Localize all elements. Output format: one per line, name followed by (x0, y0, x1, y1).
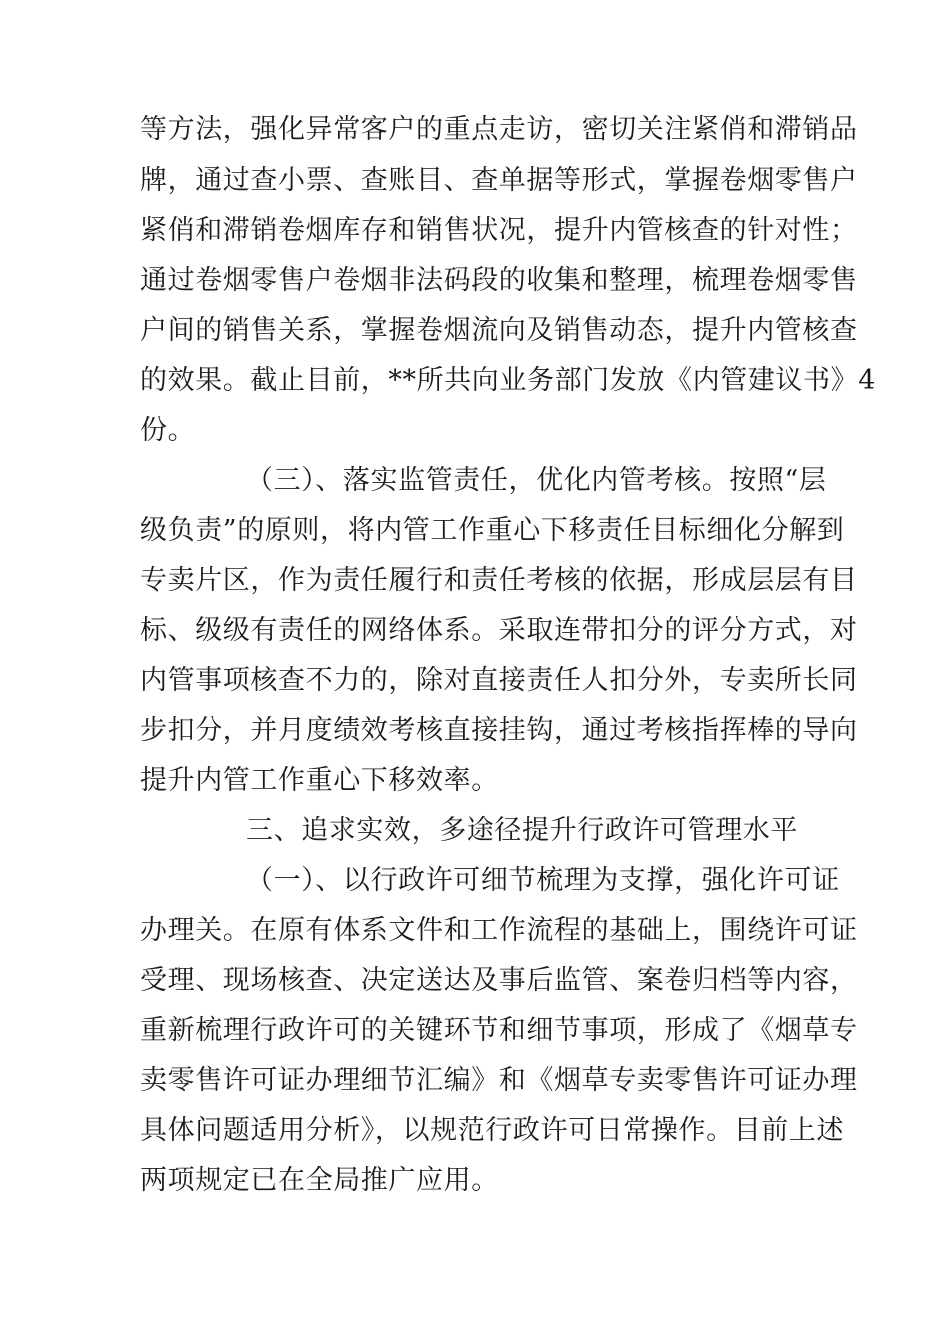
text-line: 具体问题适用分析》，以规范行政许可日常操作。目前上述 (140, 1115, 845, 1146)
section-heading: 三、追求实效，多途径提升行政许可管理水平 (246, 815, 798, 846)
text-line: 卖零售许可证办理细节汇编》和《烟草专卖零售许可证办理 (140, 1065, 858, 1096)
text-line: 专卖片区，作为责任履行和责任考核的依据，形成层层有目 (140, 565, 858, 596)
text-line: 级负责”的原则，将内管工作重心下移责任目标细化分解到 (140, 515, 845, 546)
text-line: 两项规定已在全局推广应用。 (140, 1165, 499, 1196)
text-line: 的效果。截止目前，**所共向业务部门发放《内管建议书》4 (140, 365, 876, 396)
text-line: 紧俏和滞销卷烟库存和销售状况，提升内管核查的针对性； (140, 215, 858, 246)
text-line: 内管事项核查不力的，除对直接责任人扣分外，专卖所长同 (140, 665, 858, 696)
text-line: 标、级级有责任的网络体系。采取连带扣分的评分方式，对 (140, 615, 858, 646)
text-line: 通过卷烟零售户卷烟非法码段的收集和整理，梳理卷烟零售 (140, 265, 858, 296)
text-line: 牌，通过查小票、查账目、查单据等形式，掌握卷烟零售户 (140, 165, 858, 196)
text-line: 等方法，强化异常客户的重点走访，密切关注紧俏和滞销品 (140, 114, 858, 145)
text-line: 份。 (140, 415, 196, 446)
text-line: 受理、现场核查、决定送达及事后监管、案卷归档等内容， (140, 965, 858, 996)
text-line: 办理关。在原有体系文件和工作流程的基础上，围绕许可证 (140, 915, 858, 946)
text-line: 户间的销售关系，掌握卷烟流向及销售动态，提升内管核查 (140, 315, 858, 346)
text-line: 步扣分，并月度绩效考核直接挂钩，通过考核指挥棒的导向 (140, 715, 858, 746)
text-line: 重新梳理行政许可的关键环节和细节事项，形成了《烟草专 (140, 1015, 858, 1046)
paragraph-start-line: （一）、以行政许可细节梳理为支撑，强化许可证 (246, 865, 840, 896)
paragraph-start-line: （三）、落实监管责任，优化内管考核。按照“层 (246, 465, 827, 496)
text-line: 提升内管工作重心下移效率。 (140, 765, 499, 796)
